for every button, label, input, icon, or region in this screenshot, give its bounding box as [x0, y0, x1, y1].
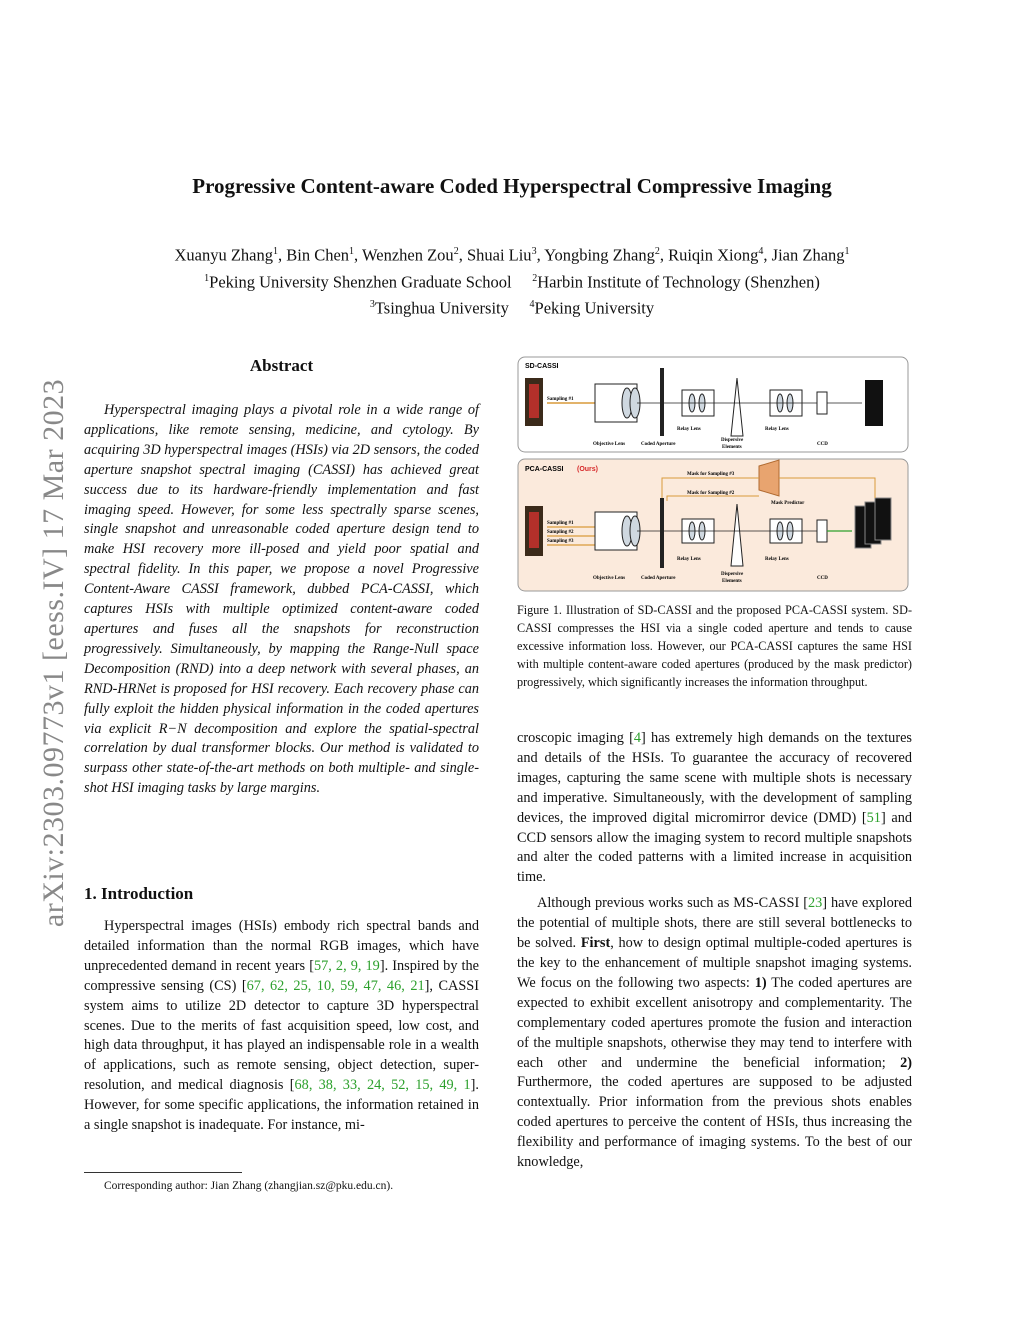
- measurement-image: [875, 498, 891, 540]
- svg-text:Relay Lens: Relay Lens: [765, 427, 789, 432]
- svg-text:Coded Aperture: Coded Aperture: [641, 576, 676, 581]
- author: Jian Zhang: [771, 245, 845, 265]
- citation-link[interactable]: 4: [633, 730, 642, 746]
- introduction-text: Hyperspectral images (HSIs) embody rich spectral bands and detailed information than the normal RGB images, which have unprecedented demand in recent years [57, 2, 9, 19]. Inspired by the compressive sensing (CS) [67, 62, 25, 10, 59, 47, 46, 21], CASSI system aims to utilize 2D detector to capture 3D hyperspectral scenes. Due to the merits of fast acquisition speed, low cost, and high data throughput, it has played an indispensable role in a wealth of applications, such as remote sensing, object detection, super-resolution, and medical diagnosis [68, 38, 33, 24, 52, 15, 49, 1]. However, for some specific applications, the information retained in a single snapshot is inadequate. For instance, mi-: [84, 918, 480, 1134]
- footnote-rule: [84, 1172, 242, 1173]
- sampling-label: Sampling #1: [547, 397, 574, 402]
- arxiv-identifier[interactable]: arXiv:2303.09773v1 [eess.IV] 17 Mar 2023: [37, 378, 70, 928]
- coded-aperture-icon: [660, 368, 664, 436]
- svg-text:Sampling #3: Sampling #3: [547, 539, 574, 544]
- citation-link[interactable]: 67, 62, 25, 10, 59, 47, 46, 21: [246, 977, 425, 994]
- svg-text:Sampling #1: Sampling #1: [547, 521, 574, 526]
- svg-text:Sampling #2: Sampling #2: [547, 530, 574, 535]
- author: Ruiqin Xiong: [668, 245, 759, 265]
- footnote: Corresponding author: Jian Zhang (zhangjian.sz@pku.edu.cn).: [104, 1180, 394, 1192]
- author: Yongbing Zhang: [544, 245, 655, 265]
- pca-cassi-label: PCA-CASSI: [525, 466, 564, 473]
- hsi-cube-image: [529, 384, 539, 418]
- svg-text:Mask Predictor: Mask Predictor: [771, 501, 805, 506]
- svg-text:CCD: CCD: [817, 442, 828, 447]
- author: Bin Chen: [286, 245, 350, 265]
- sd-cassi-label: SD-CASSI: [525, 363, 559, 370]
- svg-text:Coded Aperture: Coded Aperture: [641, 442, 676, 447]
- svg-text:Relay Lens: Relay Lens: [765, 557, 789, 562]
- svg-text:Relay Lens: Relay Lens: [677, 427, 701, 432]
- author-list: Xuanyu Zhang$^1$, Bin Chen$^1$, Wenzhen Zou$^2$, Shuai Liu$^3$, Yongbing Zhang$^2$, Ruiqin Xiong$^4$, Jian Zhang$^1$: [174, 245, 850, 265]
- citation-link[interactable]: 57, 2, 9, 19: [313, 957, 380, 974]
- abstract-text: Hyperspectral imaging plays a pivotal role in a wide range of applications, like remote sensing, medicine, and cytology. By acquiring 3D hyperspectral images (HSIs) via 2D sensors, the coded aperture snapshot spectral imaging (CASSI) has achieved great success due to its hardware-friendly implementation and fast imaging speed. However, for some less spectrally sparse scenes, single snapshot and unreasonable coded aperture design tend to make HSI recovery more ill-posed and yield poor spatial and spectral fidelity. In this paper, we propose a novel Progressive Content-Aware CASSI framework, dubbed PCA-CASSI, which captures HSIs with multiple optimized content-aware coded apertures and fuses all the snapshots for reconstruction progressively. Simultaneously, by mapping the Range-Null space Decomposition (RND) into a deep network with several phases, an RND-HRNet is proposed for HSI recovery. Each recovery phase can fully exploit the hidden physical information in the coded apertures via explicit R−N decomposition and explore the spatial-spectral correlation by dual transformer blocks. Our method is validated to surpass other state-of-the-art methods on both multiple- and single-shot HSI imaging tasks by large margins.: [84, 402, 479, 797]
- author-block: [0, 240, 1024, 320]
- paper-title: Progressive Content-aware Coded Hyperspectral Compressive Imaging: [192, 174, 832, 198]
- mask-predictor-icon: [759, 460, 779, 496]
- affiliation-line-2: $^3$Tsinghua University $^4$Peking University: [369, 298, 655, 318]
- citation-link[interactable]: 68, 38, 33, 24, 52, 15, 49, 1: [294, 1077, 471, 1094]
- svg-text:Dispersive: Dispersive: [721, 572, 744, 577]
- ours-label: (Ours): [577, 466, 598, 473]
- ccd-icon: [817, 392, 827, 414]
- right-column-text: croscopic imaging [4] has extremely high demands on the textures and details of the HSIs. To guarantee the accuracy of recovered images, capturing the same scene with multiple shots is necessary and imperative. Simultaneously, with the development of sampling devices, the improved digital micromirror device (DMD) [51] and CCD sensors allow the imaging system to record multiple snapshots and alter the coded patterns with a limited increase in acquisition time. Although previous works such as MS-CASSI [23] have explored the potential of multiple shots, there are still several bottlenecks to be solved. First, how to design optimal multiple-coded apertures is the key to the enhancement of multiple snapshot imaging systems. We focus on the following two aspects: 1) The coded apertures are expected to exhibit excellent anisotropy and complementarity. The complementary coded apertures promote the fusion and interaction of the multiple snapshots, otherwise they may tend to interfere with each other and undermine the beneficial information; 2) Furthermore, the coded apertures are supposed to be adjusted contextually. Prior information from the previous shots enables coded apertures to perceive the content of HSIs, thus increasing the flexibility and performance of imaging systems. To the best of our knowledge,: [517, 730, 912, 1171]
- hsi-cube-image: [529, 512, 539, 548]
- figure-1-diagram: [517, 356, 909, 593]
- figure-1-caption: Figure 1. Illustration of SD-CASSI and the proposed PCA-CASSI system. SD-CASSI compresses the HSI via a single coded aperture and tends to cause excessive information loss. However, our PCA-CASSI captures the same HSI with multiple content-aware coded apertures (produced by the mask predictor) progressively, which significantly increases the information throughput.: [517, 603, 912, 689]
- author: Wenzhen Zou: [362, 245, 454, 265]
- citation-link[interactable]: 51: [866, 809, 881, 826]
- author: Xuanyu Zhang: [174, 245, 273, 265]
- svg-text:Mask for Sampling #2: Mask for Sampling #2: [687, 491, 735, 496]
- citation-link[interactable]: 23: [807, 895, 823, 912]
- author: Shuai Liu: [466, 245, 532, 265]
- svg-text:Dispersive: Dispersive: [721, 438, 744, 443]
- svg-text:Relay Lens: Relay Lens: [677, 557, 701, 562]
- svg-text:Elements: Elements: [722, 579, 742, 584]
- svg-text:Mask for Sampling #3: Mask for Sampling #3: [687, 472, 735, 477]
- svg-text:Objective Lens: Objective Lens: [593, 442, 626, 447]
- abstract-heading: Abstract: [249, 356, 314, 375]
- introduction-heading: 1. Introduction: [84, 884, 194, 903]
- measurement-image: [865, 380, 883, 426]
- svg-text:CCD: CCD: [817, 576, 828, 581]
- affiliation-line-1: $^1$Peking University Shenzhen Graduate School $^2$Harbin Institute of Technology (Shenzhen): [204, 272, 820, 291]
- svg-text:Objective Lens: Objective Lens: [593, 576, 626, 581]
- svg-text:Elements: Elements: [722, 445, 742, 450]
